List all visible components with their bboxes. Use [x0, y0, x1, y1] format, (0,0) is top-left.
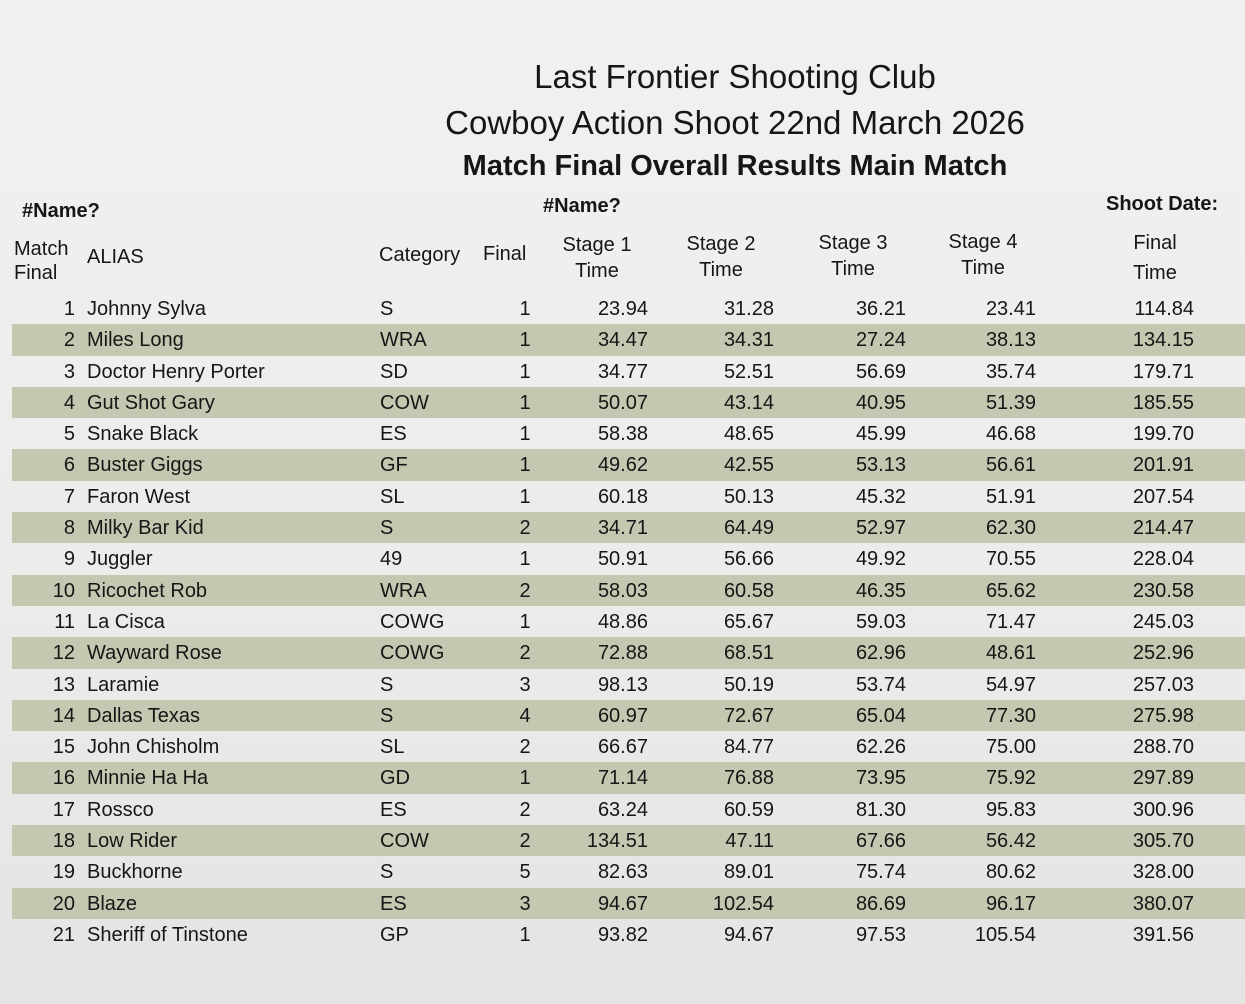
stage-1-time-cell: 71.14 [597, 767, 648, 790]
stage-1-time-cell: 49.62 [597, 454, 648, 477]
table-row [12, 669, 1245, 700]
category-cell: ES [380, 798, 407, 821]
stage-3-time-cell: 53.74 [855, 673, 906, 696]
alias-cell: Rossco [87, 798, 154, 821]
table-row [12, 543, 1245, 574]
stage-1-time-cell: 134.51 [586, 830, 648, 853]
stage-2-time-cell: 34.31 [723, 329, 774, 352]
stage-3-time-cell: 62.26 [855, 736, 906, 759]
stage-3-time-cell: 36.21 [855, 298, 906, 320]
table-row [12, 637, 1245, 668]
final-time-cell: 328.00 [1132, 861, 1194, 884]
table-row [12, 919, 1245, 950]
table-row [12, 825, 1245, 856]
category-final-cell: 2 [519, 579, 531, 602]
stage-1-time-cell: 34.77 [597, 360, 648, 383]
stage-1-time-cell: 98.13 [597, 673, 648, 696]
category-cell: S [380, 673, 394, 696]
stage-4-time-cell: 46.68 [985, 423, 1036, 446]
final-time-cell: 288.70 [1132, 736, 1194, 759]
match-position-cell: 11 [54, 610, 75, 633]
table-row [12, 888, 1245, 919]
stage-2-time-cell: 102.54 [712, 892, 774, 915]
category-cell: SD [380, 360, 408, 383]
category-cell: GP [380, 923, 409, 946]
alias-cell: Dallas Texas [87, 704, 201, 727]
stage-4-time-cell: 23.41 [985, 298, 1036, 320]
stage-3-time-cell: 65.04 [855, 704, 906, 727]
table-row [12, 794, 1245, 825]
stage-3-time-cell: 53.13 [855, 454, 906, 477]
alias-cell: Johnny Sylva [87, 298, 206, 320]
stage-4-time-cell: 51.91 [985, 485, 1036, 508]
match-position-cell: 15 [52, 736, 75, 759]
stage-4-time-cell: 38.13 [985, 329, 1036, 352]
column-header-stage-1: Stage 1 Time [562, 234, 632, 282]
stage-1-time-cell: 58.03 [597, 579, 648, 602]
stage-3-time-cell: 73.95 [855, 767, 906, 790]
stage-4-time-cell: 65.62 [985, 579, 1036, 602]
match-position-cell: 19 [52, 861, 75, 884]
stage-4-time-cell: 70.55 [985, 548, 1036, 571]
category-final-cell: 1 [519, 423, 531, 446]
category-final-cell: 5 [519, 861, 531, 884]
final-time-cell: 257.03 [1132, 673, 1194, 696]
alias-cell: Faron West [87, 485, 190, 508]
category-final-cell: 2 [519, 798, 531, 821]
category-cell: SL [380, 485, 405, 508]
category-cell: S [380, 704, 394, 727]
column-header-stage-3: Stage 3 Time [818, 232, 888, 280]
alias-cell: Gut Shot Gary [87, 391, 215, 414]
category-cell: S [380, 517, 394, 540]
stage-1-time-cell: 63.24 [597, 798, 648, 821]
stage-1-time-cell: 60.18 [597, 485, 648, 508]
table-row [12, 575, 1245, 606]
category-final-cell: 1 [519, 923, 531, 946]
column-header-final: Final [483, 243, 527, 265]
alias-cell: Blaze [87, 892, 138, 915]
alias-cell: John Chisholm [87, 736, 220, 759]
category-final-cell: 4 [519, 704, 531, 727]
stage-2-time-cell: 56.66 [723, 548, 774, 571]
alias-cell: Doctor Henry Porter [87, 360, 265, 383]
stage-4-time-cell: 75.00 [985, 736, 1036, 759]
stage-1-time-cell: 50.07 [597, 391, 648, 414]
category-cell: COW [380, 391, 429, 414]
category-final-cell: 2 [519, 736, 531, 759]
stage-4-time-cell: 54.97 [985, 673, 1036, 696]
alias-cell: Milky Bar Kid [87, 517, 204, 540]
alias-cell: Ricochet Rob [87, 579, 208, 602]
table-row [12, 356, 1245, 387]
match-position-cell: 5 [63, 423, 75, 446]
column-header-category: Category [379, 244, 461, 266]
stage-1-time-cell: 48.86 [597, 610, 648, 633]
category-cell: COW [380, 830, 429, 853]
final-time-cell: 300.96 [1132, 798, 1194, 821]
match-position-cell: 17 [52, 798, 75, 821]
table-row [12, 449, 1245, 480]
final-time-cell: 245.03 [1132, 610, 1194, 633]
column-header-match-final: Match Final [14, 238, 69, 284]
category-final-cell: 1 [519, 767, 531, 790]
alias-cell: Snake Black [87, 423, 199, 446]
stage-2-time-cell: 72.67 [723, 704, 774, 727]
category-cell: GF [380, 454, 408, 477]
category-cell: COWG [380, 642, 445, 665]
alias-cell: Sheriff of Tinstone [87, 923, 248, 946]
stage-2-time-cell: 64.49 [723, 517, 774, 540]
category-cell: ES [380, 423, 407, 446]
match-position-cell: 21 [52, 923, 75, 946]
alias-cell: Buster Giggs [87, 454, 203, 477]
stage-4-time-cell: 95.83 [985, 798, 1036, 821]
stage-2-time-cell: 65.67 [723, 610, 774, 633]
category-cell: COWG [380, 610, 445, 633]
stage-3-time-cell: 56.69 [855, 360, 906, 383]
stage-2-time-cell: 50.13 [723, 485, 774, 508]
category-final-cell: 1 [519, 610, 531, 633]
category-final-cell: 2 [519, 642, 531, 665]
category-final-cell: 3 [519, 892, 531, 915]
final-time-cell: 275.98 [1132, 704, 1194, 727]
table-row [12, 731, 1245, 762]
stage-4-time-cell: 56.42 [985, 830, 1036, 853]
table-row [12, 700, 1245, 731]
category-cell: S [380, 298, 394, 320]
stage-3-time-cell: 59.03 [855, 610, 906, 633]
stage-1-time-cell: 94.67 [597, 892, 648, 915]
stage-3-time-cell: 97.53 [855, 923, 906, 946]
match-position-cell: 18 [52, 830, 75, 853]
table-row [12, 387, 1245, 418]
stage-3-time-cell: 81.30 [855, 798, 906, 821]
final-time-cell: 391.56 [1132, 923, 1194, 946]
final-time-cell: 199.70 [1132, 423, 1194, 446]
stage-1-time-cell: 34.71 [597, 517, 648, 540]
results-table [12, 293, 1245, 950]
final-time-cell: 179.71 [1132, 360, 1194, 383]
match-position-cell: 20 [52, 892, 75, 915]
category-final-cell: 3 [519, 673, 531, 696]
match-position-cell: 1 [63, 298, 75, 320]
stage-1-time-cell: 50.91 [597, 548, 648, 571]
category-cell: 49 [380, 548, 403, 571]
match-position-cell: 3 [63, 360, 75, 383]
name-placeholder-center: #Name? [543, 195, 621, 217]
final-time-cell: 185.55 [1132, 391, 1194, 414]
category-final-cell: 1 [519, 360, 531, 383]
category-cell: ES [380, 892, 407, 915]
category-cell: S [380, 861, 394, 884]
stage-2-time-cell: 31.28 [723, 298, 774, 320]
match-position-cell: 14 [52, 704, 75, 727]
stage-4-time-cell: 71.47 [985, 610, 1036, 633]
category-final-cell: 1 [519, 298, 531, 320]
stage-2-time-cell: 43.14 [723, 391, 774, 414]
category-cell: WRA [380, 579, 427, 602]
stage-1-time-cell: 93.82 [597, 923, 648, 946]
category-cell: WRA [380, 329, 427, 352]
category-final-cell: 2 [519, 517, 531, 540]
stage-4-time-cell: 62.30 [985, 517, 1036, 540]
final-time-cell: 114.84 [1134, 298, 1194, 320]
stage-2-time-cell: 89.01 [723, 861, 774, 884]
stage-2-time-cell: 84.77 [723, 736, 774, 759]
event-title: Cowboy Action Shoot 22nd March 2026 [445, 104, 1025, 141]
stage-1-time-cell: 60.97 [597, 704, 648, 727]
stage-4-time-cell: 56.61 [985, 454, 1036, 477]
stage-4-time-cell: 51.39 [985, 391, 1036, 414]
alias-cell: Wayward Rose [87, 642, 222, 665]
stage-4-time-cell: 96.17 [985, 892, 1036, 915]
category-final-cell: 1 [519, 391, 531, 414]
alias-cell: Miles Long [87, 329, 184, 352]
category-final-cell: 1 [519, 485, 531, 508]
stage-4-time-cell: 48.61 [985, 642, 1036, 665]
alias-cell: Juggler [87, 548, 153, 571]
category-cell: SL [380, 736, 405, 759]
alias-cell: La Cisca [87, 610, 165, 633]
match-position-cell: 8 [63, 517, 75, 540]
stage-2-time-cell: 42.55 [723, 454, 774, 477]
table-row [12, 856, 1245, 887]
stage-3-time-cell: 49.92 [855, 548, 906, 571]
stage-1-time-cell: 34.47 [597, 329, 648, 352]
category-cell: GD [380, 767, 410, 790]
stage-3-time-cell: 86.69 [855, 892, 906, 915]
final-time-cell: 201.91 [1132, 454, 1194, 477]
alias-cell: Laramie [87, 673, 160, 696]
match-position-cell: 2 [63, 329, 75, 352]
column-header-final-time: Final Time [1133, 232, 1177, 284]
table-row [12, 418, 1245, 449]
match-position-cell: 13 [52, 673, 75, 696]
stage-1-time-cell: 23.94 [597, 298, 648, 320]
stage-3-time-cell: 27.24 [855, 329, 906, 352]
stage-1-time-cell: 58.38 [597, 423, 648, 446]
table-row [12, 762, 1245, 793]
match-position-cell: 12 [52, 642, 75, 665]
category-final-cell: 1 [519, 454, 531, 477]
category-final-cell: 1 [519, 548, 531, 571]
stage-1-time-cell: 72.88 [597, 642, 648, 665]
match-position-cell: 10 [52, 579, 75, 602]
final-time-cell: 305.70 [1132, 830, 1194, 853]
match-position-cell: 6 [63, 454, 75, 477]
final-time-cell: 228.04 [1132, 548, 1194, 571]
name-placeholder-left: #Name? [22, 200, 100, 222]
stage-3-time-cell: 45.32 [855, 485, 906, 508]
table-row [12, 606, 1245, 637]
table-row [12, 324, 1245, 355]
stage-4-time-cell: 75.92 [985, 767, 1036, 790]
match-position-cell: 7 [63, 485, 75, 508]
table-row [12, 481, 1245, 512]
stage-2-time-cell: 60.59 [723, 798, 774, 821]
stage-2-time-cell: 52.51 [723, 360, 774, 383]
final-time-cell: 252.96 [1132, 642, 1194, 665]
column-header-stage-4: Stage 4 Time [948, 231, 1018, 279]
final-time-cell: 230.58 [1132, 579, 1194, 602]
final-time-cell: 207.54 [1132, 485, 1194, 508]
stage-3-time-cell: 40.95 [855, 391, 906, 414]
stage-3-time-cell: 62.96 [855, 642, 906, 665]
stage-3-time-cell: 46.35 [855, 579, 906, 602]
alias-cell: Minnie Ha Ha [87, 767, 209, 790]
stage-4-time-cell: 77.30 [985, 704, 1036, 727]
stage-2-time-cell: 60.58 [723, 579, 774, 602]
stage-3-time-cell: 45.99 [855, 423, 906, 446]
match-position-cell: 4 [63, 391, 75, 414]
column-header-stage-2: Stage 2 Time [686, 233, 756, 281]
stage-2-time-cell: 48.65 [723, 423, 774, 446]
match-position-cell: 16 [52, 767, 75, 790]
stage-4-time-cell: 105.54 [974, 923, 1036, 946]
final-time-cell: 297.89 [1132, 767, 1194, 790]
stage-2-time-cell: 68.51 [723, 642, 774, 665]
shoot-date-label: Shoot Date: [1106, 193, 1219, 215]
match-position-cell: 9 [63, 548, 75, 571]
alias-cell: Low Rider [87, 830, 178, 853]
stage-3-time-cell: 52.97 [855, 517, 906, 540]
stage-3-time-cell: 75.74 [855, 861, 906, 884]
results-subtitle: Match Final Overall Results Main Match [462, 150, 1008, 182]
stage-4-time-cell: 80.62 [985, 861, 1036, 884]
stage-2-time-cell: 50.19 [723, 673, 774, 696]
final-time-cell: 134.15 [1132, 329, 1194, 352]
stage-1-time-cell: 82.63 [597, 861, 648, 884]
category-final-cell: 2 [519, 830, 531, 853]
stage-2-time-cell: 76.88 [723, 767, 774, 790]
table-row [12, 512, 1245, 543]
final-time-cell: 214.47 [1132, 517, 1194, 540]
alias-cell: Buckhorne [87, 861, 183, 884]
final-time-cell: 380.07 [1132, 892, 1194, 915]
column-header-alias: ALIAS [87, 246, 144, 268]
stage-3-time-cell: 67.66 [855, 830, 906, 853]
stage-4-time-cell: 35.74 [985, 360, 1036, 383]
stage-1-time-cell: 66.67 [597, 736, 648, 759]
category-final-cell: 1 [519, 329, 531, 352]
table-row [12, 293, 1245, 324]
club-title: Last Frontier Shooting Club [534, 58, 936, 95]
stage-2-time-cell: 94.67 [723, 923, 774, 946]
stage-2-time-cell: 47.11 [725, 830, 774, 853]
